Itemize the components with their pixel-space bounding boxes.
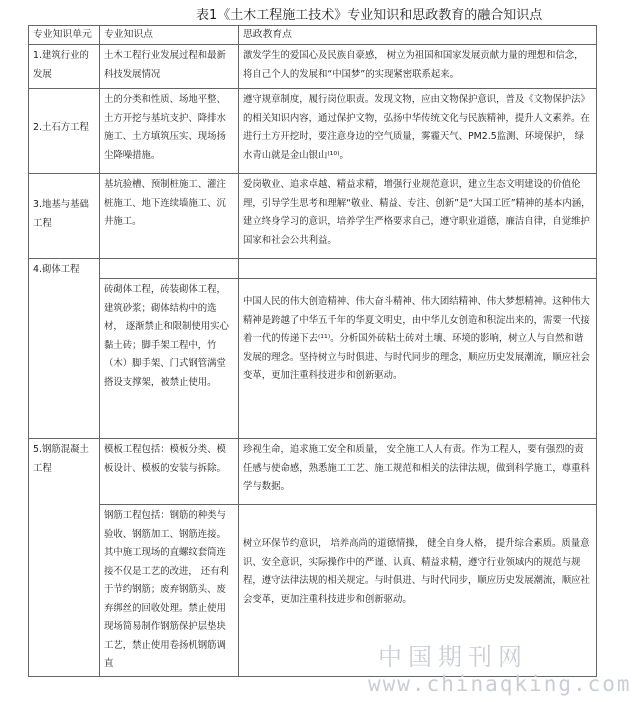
table-row <box>29 45 597 89</box>
table-row <box>29 89 597 174</box>
table-row <box>29 174 597 259</box>
watermark-url: www.chinaqking.com <box>368 672 632 696</box>
header-ideology: 思政教育点 <box>239 26 597 45</box>
unit-cell: 3.地基与基础工程 <box>29 174 100 259</box>
unit-cell: 2.土石方工程 <box>29 89 100 174</box>
ideology-cell: 爱岗敬业、追求卓越、精益求精，增强行业规范意识，建立生态文明建设的价值伦理，引导学生思考和理解“敬业、精益、专注、创新”是“大国工匠”精神的基本内涵，建立终身学习的意识，培养学生严格要求自己，遵守职业道德，廉洁自律，自觉维护国家和社会公共利益。 <box>239 174 597 259</box>
table-title: 表1《土木工程施工技术》专业知识和思政教育的融合知识点 <box>196 8 543 23</box>
ideology-cell <box>239 259 597 279</box>
points-cell: 土木工程行业发展过程和最新科技发展情况 <box>100 45 239 89</box>
points-cell: 砖砌体工程，砖装砌体工程，建筑砂浆；砌体结构中的选材， 逐渐禁止和限制使用实心黏土砖；脚手架工程中，竹（木）脚手架、门式钢管满堂搭设支撑架，被禁止使用。 <box>100 279 239 439</box>
ideology-cell: 中国人民的伟大创造精神、伟大奋斗精神、伟大团结精神、伟大梦想精神。这种伟大精神是跨越了中华五千年的华夏文明史，由中华儿女创造和积淀出来的，需要一代接着一代的传递下去⁽¹¹⁾。分析国外砖粘土砖对土壤、环境的影响，树立人与自然和谐发展的理念。坚持树立与时俱进、与时代同步的理念，顺应历史发展潮流，顺应社会变革，更加注重科技进步和创新驱动。 <box>239 279 597 439</box>
header-unit: 专业知识单元 <box>29 26 100 45</box>
ideology-cell: 激发学生的爱国心及民族自豪感， 树立为祖国和国家发展贡献力量的理想和信念，将自己个人的发展和“中国梦”的实现紧密联系起来。 <box>239 45 597 89</box>
ideology-cell: 珍视生命，追求施工安全和质量， 安全施工人人有责。作为工程人，要有强烈的责任感与使命感，熟悉施工工艺、施工规范和相关的法律法规，做到科学施工，尊重科学与数据。 <box>239 439 597 505</box>
ideology-cell: 遵守规章制度，履行岗位职责。发现文物，应由文物保护意识，普及《文物保护法》的相关知识内容，通过保护文物，弘扬中华传统文化与民族精神，提升人文素养。在进行土方开挖时，要注意身边的空气质量，雾霾天气、PM2.5监测、环境保护， 绿水青山就是金山银山⁽¹⁰⁾。 <box>239 89 597 174</box>
knowledge-table <box>28 25 597 677</box>
points-cell: 模板工程包括：模板分类、模板设计、模板的安装与拆除。 <box>100 439 239 505</box>
watermark-cn: 中国期刊网 <box>378 643 528 671</box>
table-row <box>29 439 597 505</box>
unit-cell: 1.建筑行业的发展 <box>29 45 100 89</box>
unit-cell: 5.钢筋混凝土工程 <box>29 439 100 677</box>
unit-cell: 4.砌体工程 <box>29 259 100 439</box>
header-points: 专业知识点 <box>100 26 239 45</box>
ideology-cell: 树立环保节约意识， 培养高尚的道德情操， 健全自身人格， 提升综合素质。质量意识、安全意识，实际操作中的严谨、认真、精益求精，遵守行业领域内的规范与规程，遵守法律法规的相关规定。与时俱进、与时代同步，顺应历史发展潮流，顺应社会变革，更加注重科技进步和创新驱动。 <box>239 505 597 677</box>
points-cell: 钢筋工程包括：钢筋的种类与验收、钢筋加工、钢筋连接。其中施工现场的直螺纹套筒连接不仅是工艺的改进， 还有利于节约钢筋；废弃钢筋头、废弃绑丝的回收处理。禁止使用现场简易制作钢筋保护层垫块工艺，禁止使用卷扬机钢筋调直 <box>100 505 239 677</box>
points-cell: 土的分类和性质、场地平整、土方开挖与基坑支护、降排水施工、土方填筑压实、现场扬尘降噪措施。 <box>100 89 239 174</box>
table-row <box>29 279 597 439</box>
points-cell <box>100 259 239 279</box>
table-header-row <box>29 26 597 45</box>
points-cell: 基坑验槽、预制桩施工、灌注桩施工、地下连续墙施工、沉井施工。 <box>100 174 239 259</box>
table-row <box>29 259 597 279</box>
